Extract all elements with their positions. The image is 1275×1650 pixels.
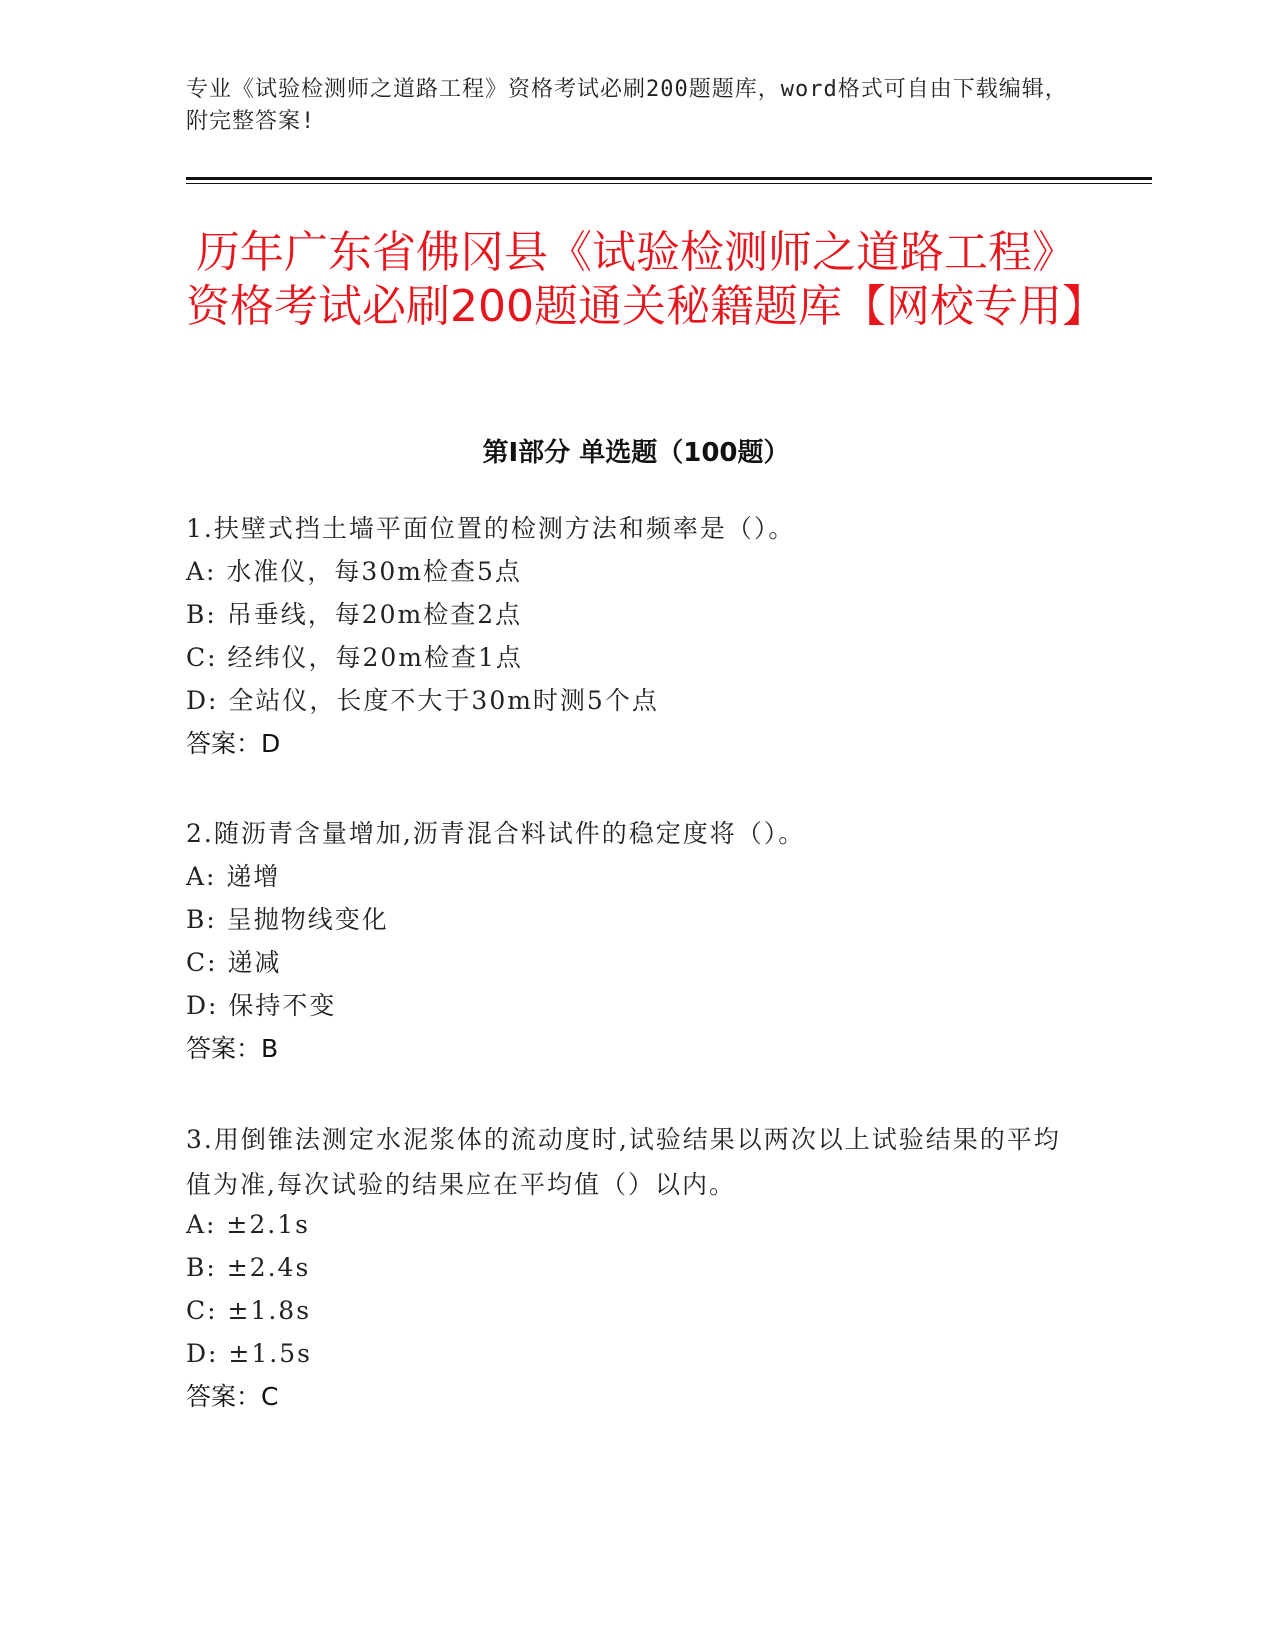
header-note: 专业《试验检测师之道路工程》资格考试必刷200题题库，word格式可自由下载编辑，附完整答案! xyxy=(186,77,1068,134)
header-divider xyxy=(186,177,1152,180)
option-b: B: 呈抛物线变化 xyxy=(186,905,389,934)
option-a: A: 水准仪，每30m检查5点 xyxy=(186,557,522,586)
question-text: 2.随沥青含量增加,沥青混合料试件的稳定度将（）。 xyxy=(186,819,806,848)
option-d: D: 保持不变 xyxy=(186,991,337,1020)
answer: 答案：C xyxy=(186,1382,279,1411)
header-divider-thin xyxy=(186,183,1152,184)
document-title: 历年广东省佛冈县《试验检测师之道路工程》资格考试必刷200题通关秘籍题库【网校专用】 xyxy=(186,227,1106,332)
option-c: C: ±1.8s xyxy=(186,1296,312,1325)
option-a: A: 递增 xyxy=(186,862,281,891)
question-text: 3.用倒锥法测定水泥浆体的流动度时,试验结果以两次以上试验结果的平均值为准,每次试验的结果应在平均值（）以内。 xyxy=(186,1125,1061,1199)
option-d: D: ±1.5s xyxy=(186,1339,312,1368)
option-c: C: 经纬仪，每20m检查1点 xyxy=(186,643,523,672)
option-b: B: 吊垂线，每20m检查2点 xyxy=(186,600,523,629)
question-text: 1.扶壁式挡土墙平面位置的检测方法和频率是（）。 xyxy=(186,514,796,543)
option-b: B: ±2.4s xyxy=(186,1253,311,1282)
answer: 答案：B xyxy=(186,1034,279,1063)
section-title: 第I部分 单选题（100题） xyxy=(482,438,790,468)
option-d: D: 全站仪，长度不大于30m时测5个点 xyxy=(186,686,659,715)
option-c: C: 递减 xyxy=(186,948,282,977)
answer: 答案：D xyxy=(186,729,281,758)
option-a: A: ±2.1s xyxy=(186,1210,310,1239)
